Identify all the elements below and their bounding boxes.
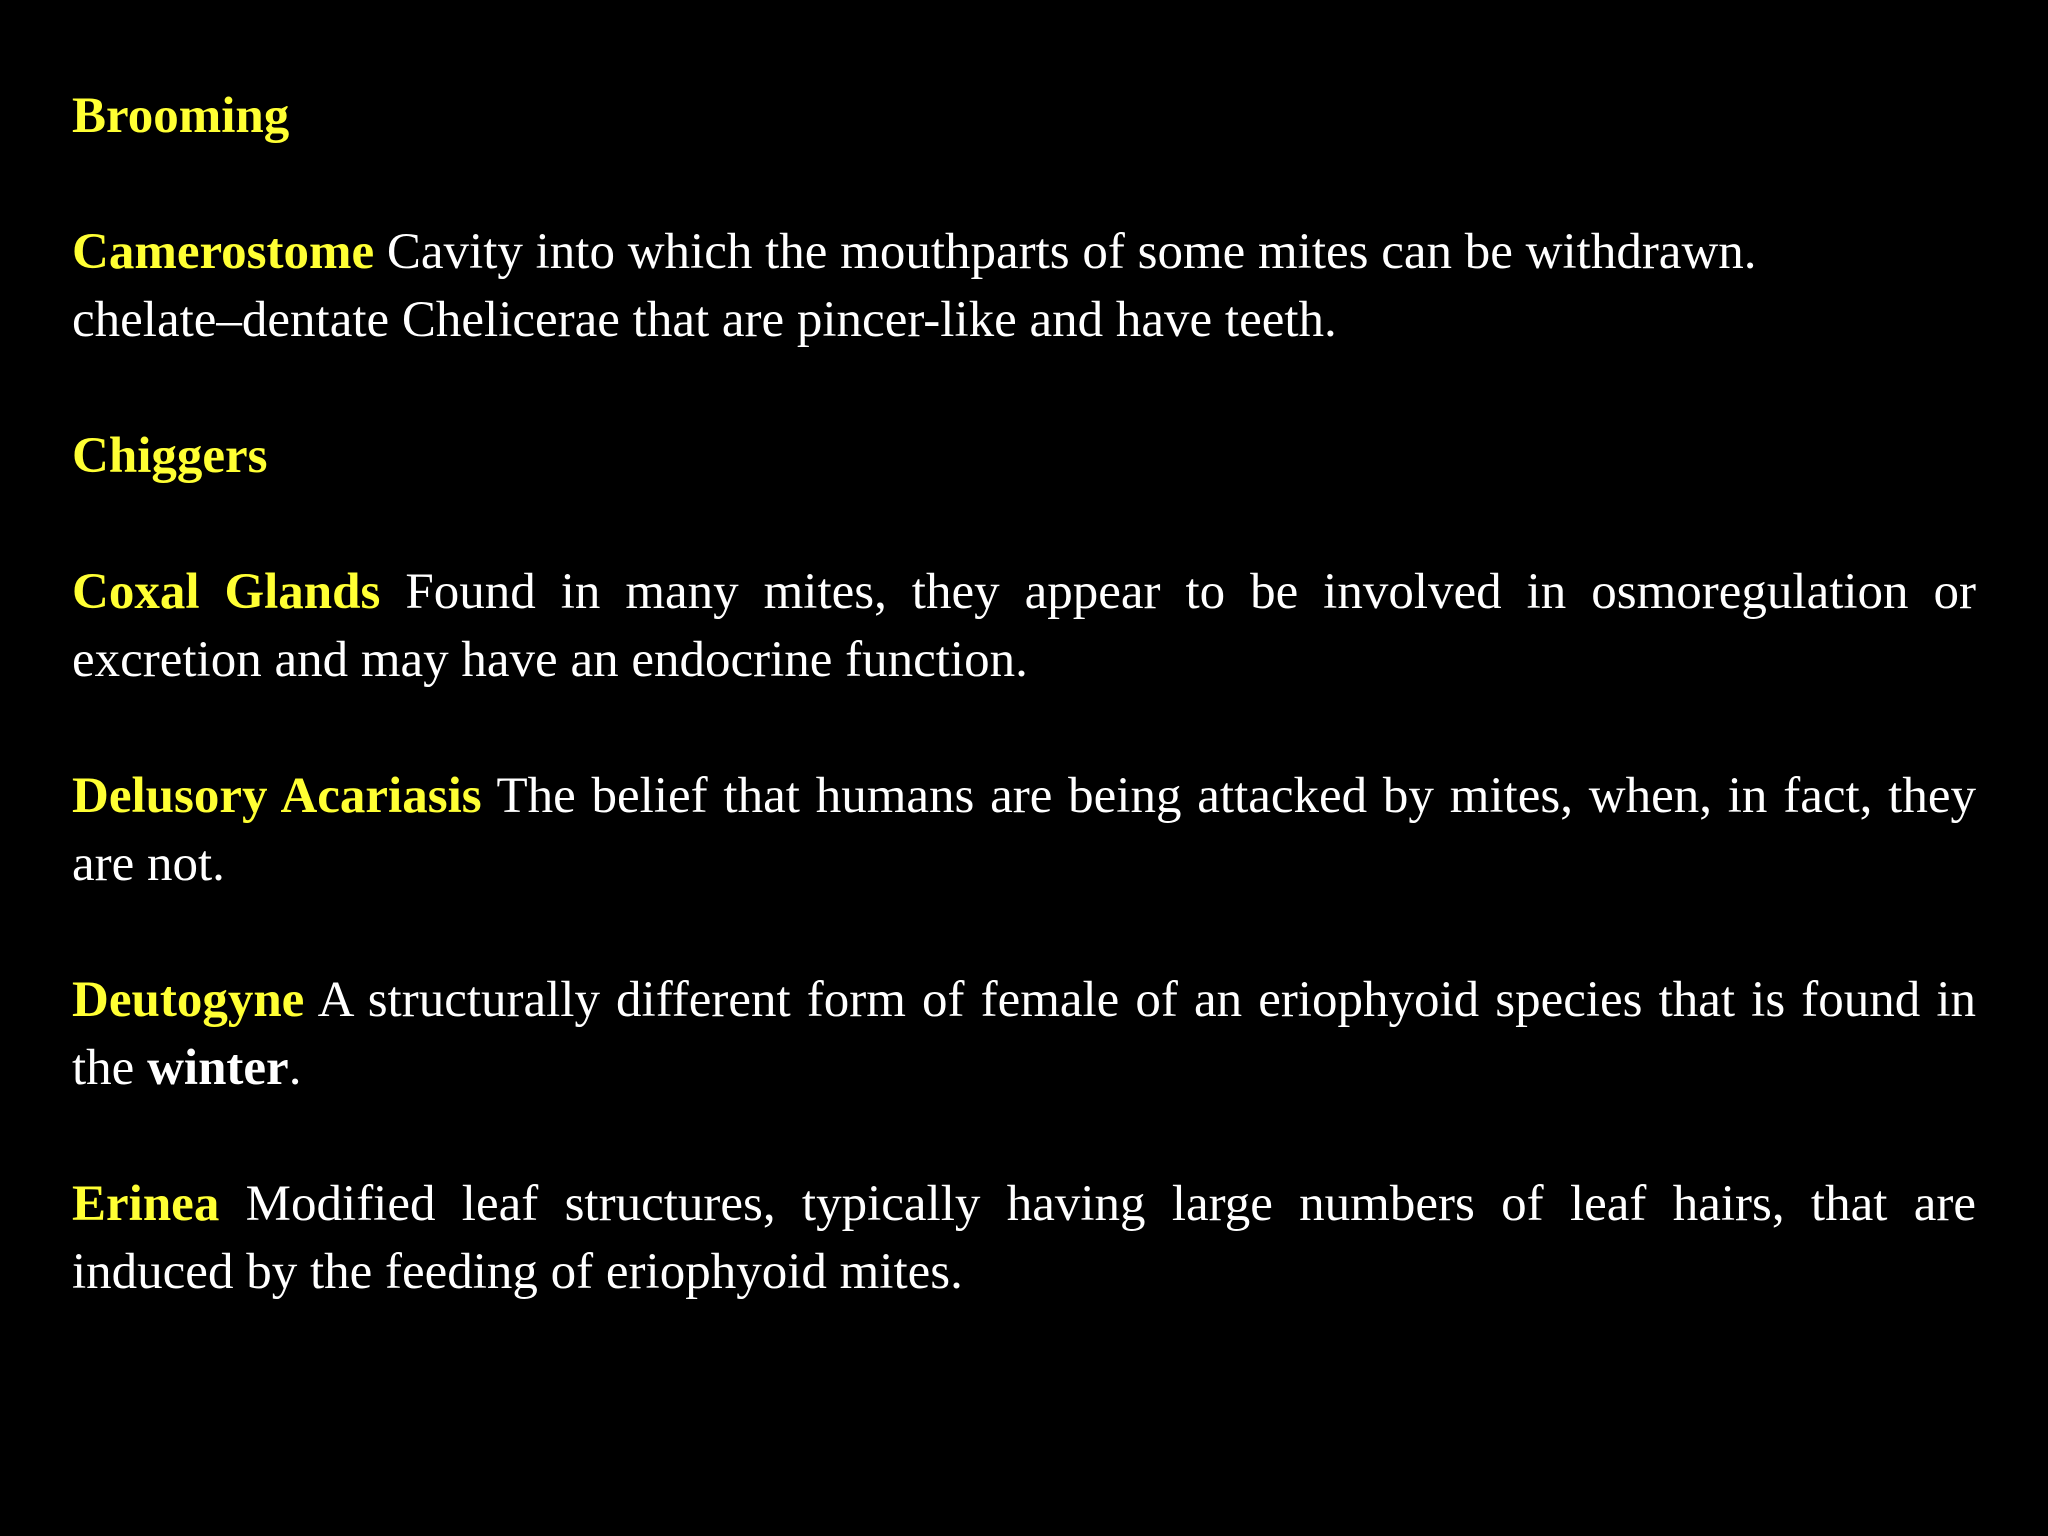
glossary-term: Erinea	[72, 1176, 220, 1232]
glossary-definition-end: .	[288, 1040, 302, 1096]
glossary-term: Deutogyne	[72, 972, 305, 1028]
glossary-term: Brooming	[72, 88, 290, 144]
glossary-entry-delusory-acariasis	[72, 762, 1976, 898]
glossary-entry-deutogyne	[72, 966, 1976, 1102]
glossary-definition-line2: chelate–dentate Chelicerae that are pincer-like and have teeth.	[72, 292, 1337, 348]
glossary-definition: The belief that humans are being attacked by mites, when, in fact, they are not.	[72, 768, 1976, 892]
glossary-entry-erinea	[72, 1170, 1976, 1306]
glossary-definition-emphasis: winter	[147, 1040, 289, 1096]
glossary-entry-chiggers	[72, 422, 1976, 490]
glossary-entry-coxal-glands	[72, 558, 1976, 694]
glossary-definition: Found in many mites, they appear to be involved in osmoregulation or excretion and may have an endocrine function.	[72, 564, 1976, 688]
glossary-entry-camerostome	[72, 218, 1976, 354]
glossary-definition: Modified leaf structures, typically having large numbers of leaf hairs, that are induced by the feeding of eriophyoid mites.	[72, 1176, 1976, 1300]
glossary-definition: A structurally different form of female of an eriophyoid species that is found in the	[72, 972, 1976, 1096]
glossary-term: Delusory Acariasis	[72, 768, 482, 824]
glossary-entry-brooming	[72, 82, 1976, 150]
glossary-term: Coxal Glands	[72, 564, 381, 620]
glossary-slide	[72, 82, 1976, 1374]
glossary-term: Chiggers	[72, 428, 268, 484]
glossary-definition: Cavity into which the mouthparts of some mites can be withdrawn.	[386, 224, 1757, 280]
glossary-term: Camerostome	[72, 224, 375, 280]
